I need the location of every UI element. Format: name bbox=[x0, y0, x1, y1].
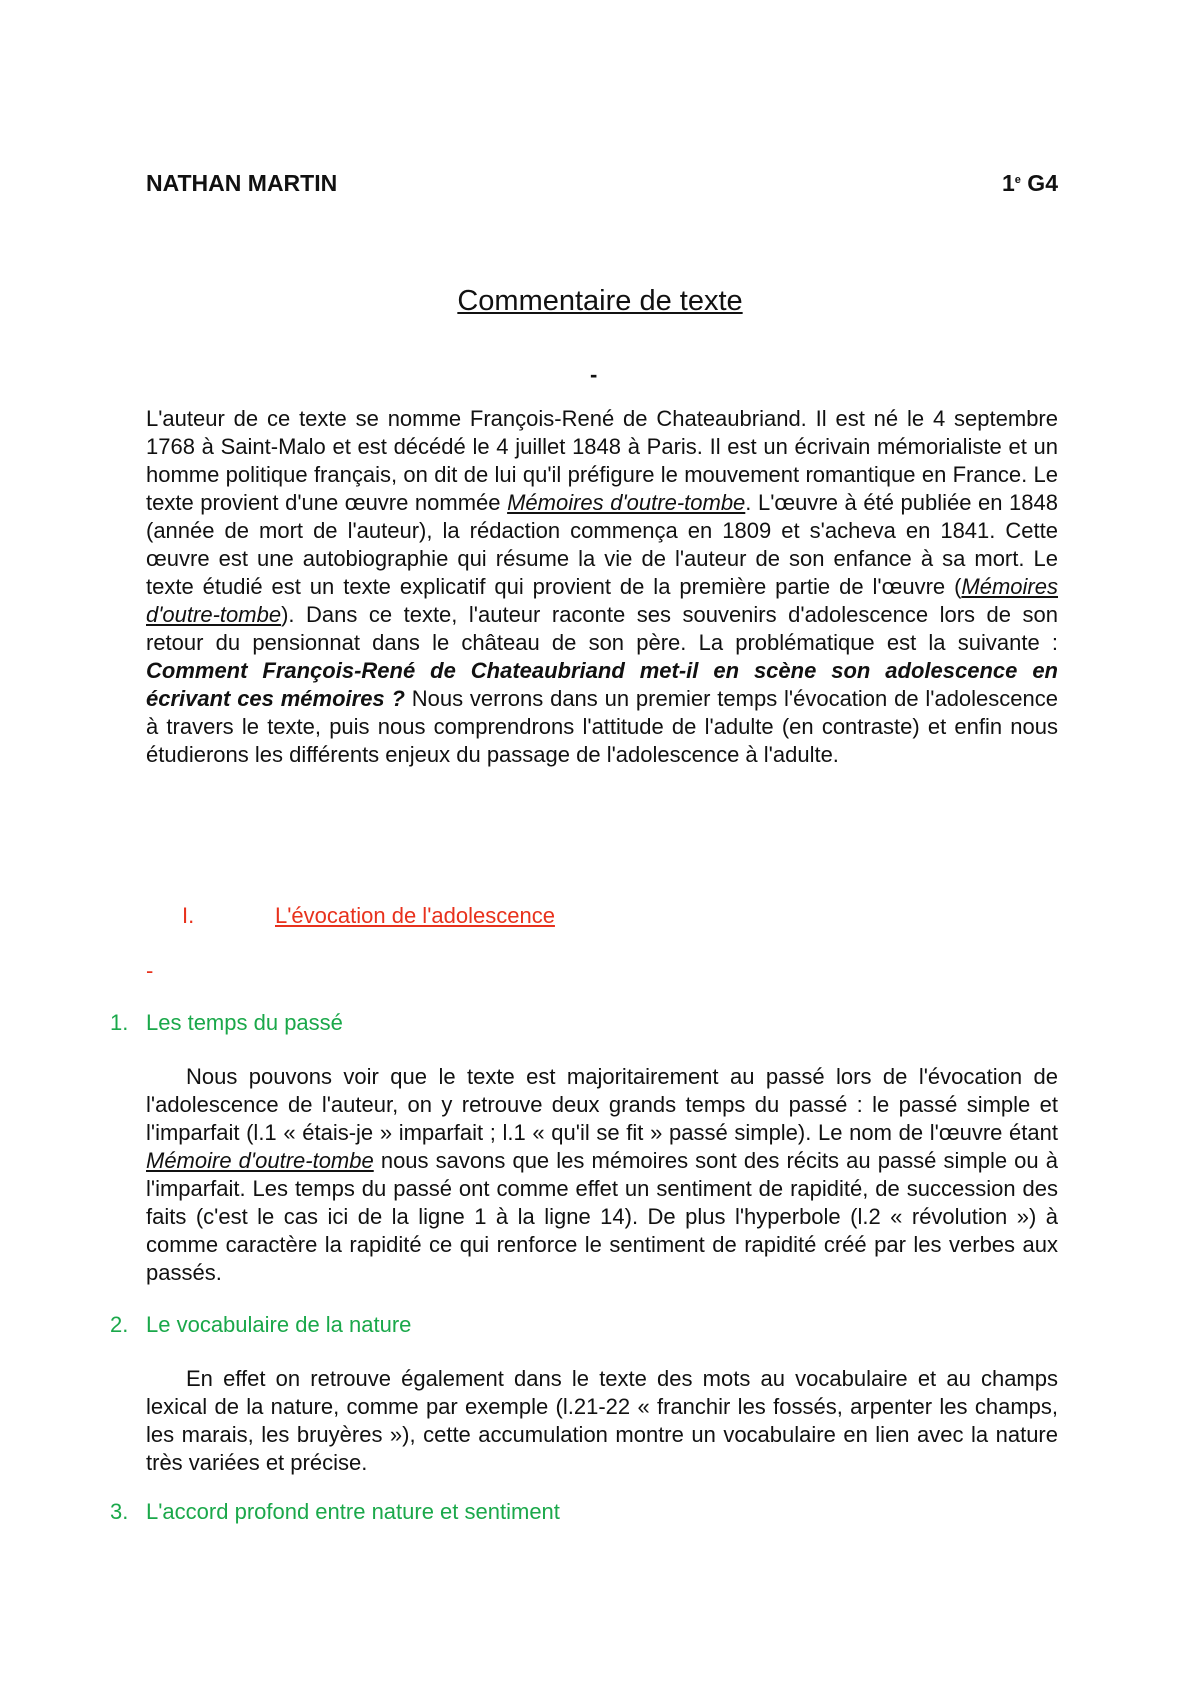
subsection-number: 2. bbox=[110, 1312, 129, 1337]
intro-paragraph bbox=[146, 405, 1058, 769]
separator-dash: - bbox=[590, 362, 598, 387]
class-number: 1 bbox=[1002, 170, 1015, 196]
paragraph-text-1: Nous pouvons voir que le texte est majoritairement au passé lors de l'évocation de l'adolescence de l'auteur, on y retrouve deux grands temps du passé : le passé simple et l'imparfait (l.1 « étais-je » imparfait ; l.1 « qu'il se fit » passé simple). Le nom de l'œuvre étant bbox=[146, 1064, 1058, 1145]
subsection-label: Le vocabulaire de la nature bbox=[146, 1312, 412, 1337]
section-number: I. bbox=[182, 903, 195, 928]
class-superscript: e bbox=[1014, 174, 1021, 186]
work-title: Mémoire d'outre-tombe bbox=[146, 1148, 374, 1173]
subsection-title bbox=[110, 1499, 560, 1525]
header bbox=[146, 170, 1058, 197]
subsection-title bbox=[110, 1010, 343, 1036]
subsection-paragraph: En effet on retrouve également dans le texte des mots au vocabulaire et au champs lexical de la nature, comme par exemple (l.21-22 « franchir les fossés, arpenter les champs, les marais, les bruyères »), cette accumulation montre un vocabulaire en lien avec la nature très variées et précise. bbox=[146, 1366, 1058, 1475]
work-title: Mémoires d'outre-tombe bbox=[146, 574, 1058, 627]
work-title: Mémoires d'outre-tombe bbox=[507, 490, 746, 515]
subsection-number: 1. bbox=[110, 1010, 129, 1035]
page-title: Commentaire de texte bbox=[457, 285, 743, 317]
section-title: L'évocation de l'adolescence bbox=[275, 903, 555, 928]
intro-text-2: . L'œuvre à été publiée en 1848 (année de mort de l'auteur), la rédaction commença en 1809 et s'acheva en 1841. Cette œuvre est une autobiographie qui résume la vie de l'auteur de son enfance à sa mort. Le texte étudié est un texte explicatif qui provient de la première partie de l'œuvre ( bbox=[146, 490, 1058, 599]
intro-text-3: ). Dans ce texte, l'auteur raconte ses souvenirs d'adolescence lors de son retour du pensionnat dans le château de son père. La problématique est la suivante : bbox=[146, 602, 1058, 655]
section-dash: - bbox=[146, 958, 154, 983]
subsection-label: Les temps du passé bbox=[146, 1010, 343, 1035]
subsection-title bbox=[110, 1312, 411, 1338]
subsection-number: 3. bbox=[110, 1499, 129, 1524]
student-name: NATHAN MARTIN bbox=[146, 170, 338, 196]
problematic-question: Comment François-René de Chateaubriand met-il en scène son adolescence en écrivant ces mémoires ? bbox=[146, 658, 1058, 711]
paragraph-text-2: nous savons que les mémoires sont des récits au passé simple ou à l'imparfait. Les temps du passé ont comme effet un sentiment de rapidité, de succession des faits (c'est le cas ici de la ligne 1 à la ligne 14). De plus l'hyperbole (l.2 « révolution ») à comme caractère la rapidité ce qui renforce le sentiment de rapidité créé par les verbes aux passés. bbox=[146, 1148, 1058, 1285]
subsection-label: L'accord profond entre nature et sentiment bbox=[146, 1499, 560, 1524]
class-group: G4 bbox=[1020, 170, 1058, 196]
subsection-paragraph bbox=[146, 1063, 1058, 1287]
intro-text-4: Nous verrons dans un premier temps l'évocation de l'adolescence à travers le texte, puis nous comprendrons l'attitude de l'adulte (en contraste) et enfin nous étudierons les différents enjeux du passage de l'adolescence à l'adulte. bbox=[146, 686, 1058, 767]
intro-text-1: L'auteur de ce texte se nomme François-René de Chateaubriand. Il est né le 4 septembre 1768 à Saint-Malo et est décédé le 4 juillet 1848 à Paris. Il est un écrivain mémorialiste et un homme politique français, on dit de lui qu'il préfigure le mouvement romantique en France. Le texte provient d'une œuvre nommée bbox=[146, 406, 1058, 515]
class-label bbox=[1002, 170, 1058, 197]
